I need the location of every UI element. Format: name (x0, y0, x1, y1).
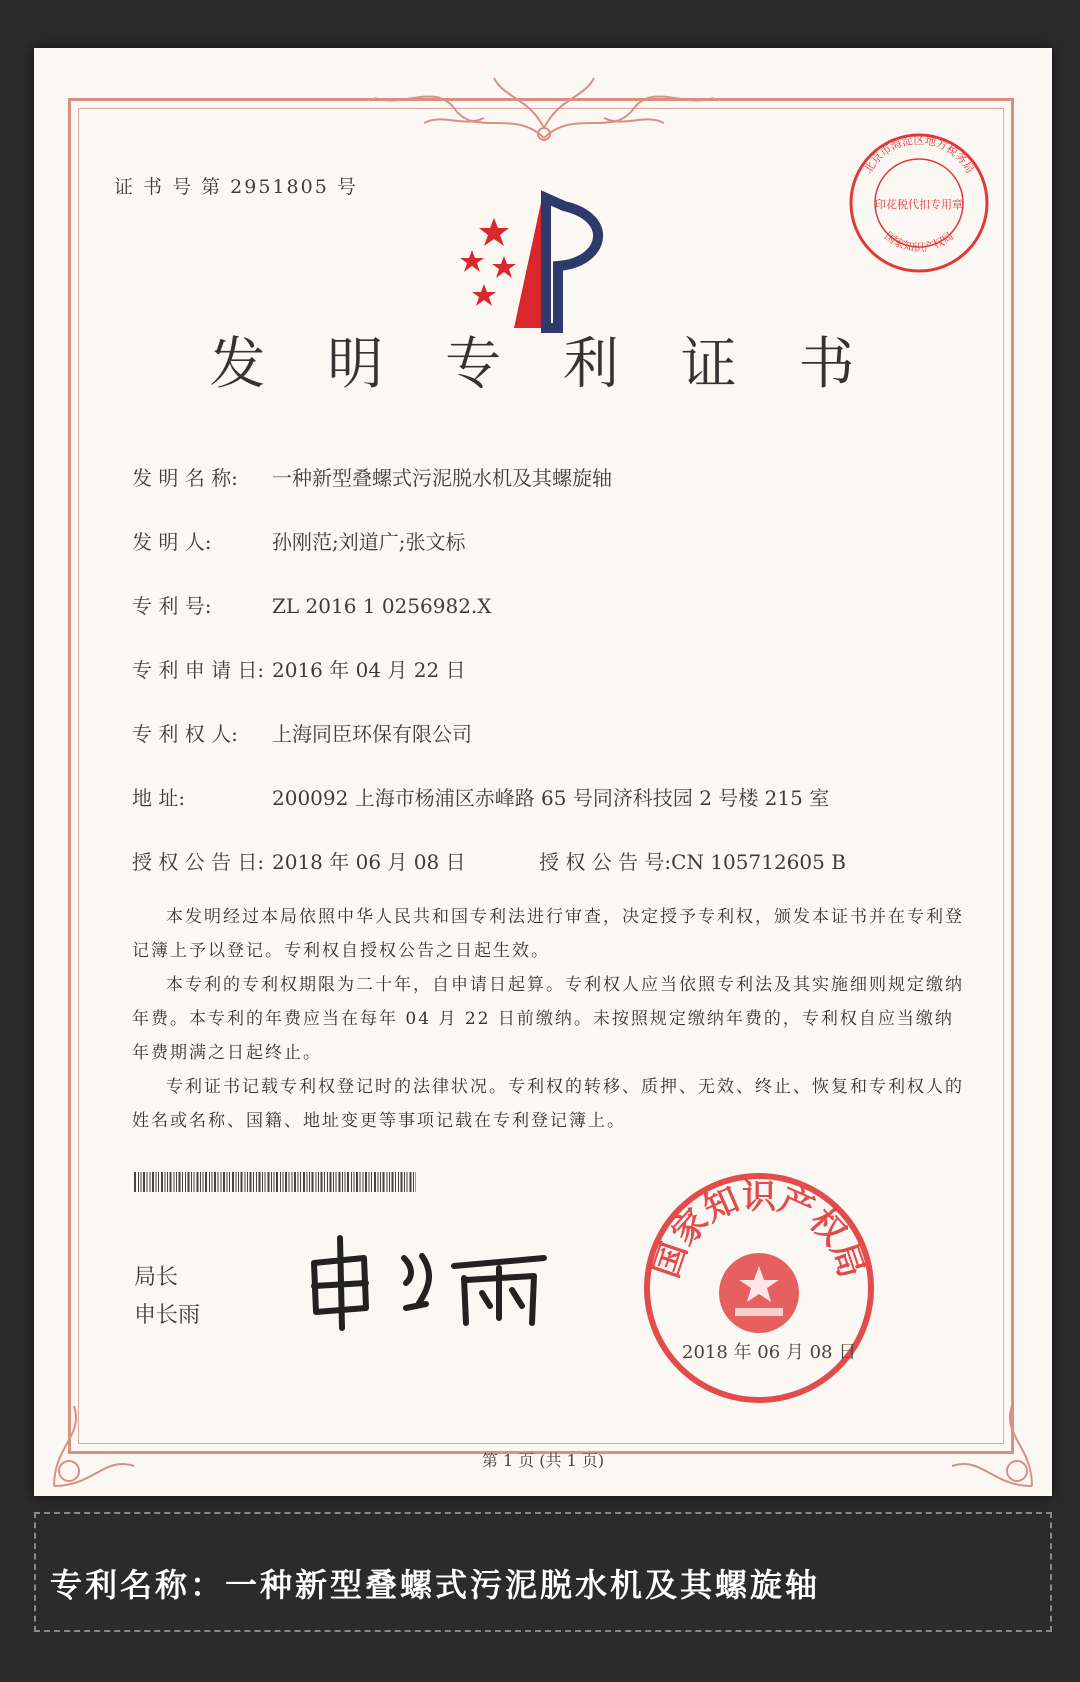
director-signature (294, 1228, 574, 1338)
patent-certificate (34, 48, 1052, 1496)
top-ornament (364, 68, 724, 148)
tax-bureau-seal (844, 128, 994, 278)
field-patent-number (132, 590, 492, 619)
bottom-right-ornament (932, 1376, 1052, 1496)
field-inventors (132, 526, 465, 555)
tax-seal-inner-text: 印花税代扣专用章 (875, 198, 963, 211)
seal-text: 国家知识产权局 (646, 1177, 872, 1283)
field-label: 专 利 申 请 日: (132, 658, 265, 682)
certificate-title: 发 明 专 利 证 书 (209, 332, 877, 397)
paragraph-2: 本专利的专利权期限为二十年，自申请日起算。专利权人应当依照专利法及其实施细则规定缴纳年费。本专利的年费应当在每年 04 月 22 日前缴纳。未按照规定缴纳年费的，专利权自应当缴纳年费期满之日起终止。 (132, 975, 964, 1063)
svg-text:北京市海淀区地方税务局 (862, 133, 977, 176)
field-label: 地 址: (132, 786, 186, 810)
field-value: CN 105712605 B (671, 850, 846, 874)
field-value: 一种新型叠螺式污泥脱水机及其螺旋轴 (272, 466, 612, 490)
field-announcement-number (539, 846, 846, 875)
patent-name-caption: 专利名称：一种新型叠螺式污泥脱水机及其螺旋轴 (50, 1566, 821, 1604)
field-label: 发 明 人: (132, 530, 212, 554)
bottom-left-ornament (34, 1376, 154, 1496)
field-value: 孙刚范;刘道广;张文标 (272, 530, 466, 554)
field-application-date (132, 654, 466, 683)
field-value: 200092 上海市杨浦区赤峰路 65 号同济科技园 2 号楼 215 室 (272, 786, 830, 810)
field-label: 专 利 号: (132, 594, 212, 618)
barcode-icon (134, 1172, 416, 1192)
national-ip-office-seal (639, 1168, 879, 1408)
field-address (132, 782, 829, 811)
certificate-number: 证 书 号 第 2951805 号 (114, 176, 358, 198)
tax-seal-bottom-text: 国家知识产权局 (882, 229, 956, 255)
field-value: ZL 2016 1 0256982.X (272, 594, 492, 618)
paragraph-1: 本发明经过本局依照中华人民共和国专利法进行审查，决定授予专利权，颁发本证书并在专利登记簿上予以登记。专利权自授权公告之日起生效。 (132, 907, 964, 961)
director-title: 局长 (134, 1265, 179, 1290)
field-patentee (132, 718, 472, 747)
field-label: 专 利 权 人: (132, 722, 238, 746)
field-label: 授 权 公 告 号: (539, 850, 672, 874)
field-value: 2016 年 04 月 22 日 (272, 658, 466, 682)
paragraph-3: 专利证书记载专利权登记时的法律状况。专利权的转移、质押、无效、终止、恢复和专利权人的姓名或名称、国籍、地址变更等事项记载在专利登记簿上。 (132, 1077, 964, 1131)
field-invention-name (132, 462, 612, 491)
field-label: 授 权 公 告 日: (132, 850, 265, 874)
field-label: 发 明 名 称: (132, 466, 238, 490)
field-grant-date (132, 846, 466, 875)
field-value: 上海同臣环保有限公司 (272, 722, 472, 746)
director-name: 申长雨 (134, 1303, 201, 1328)
tax-seal-text: 北京市海淀区地方税务局 (861, 133, 977, 176)
svg-text:国家知识产权局 (882, 229, 956, 254)
seal-date: 2018 年 06 月 08 日 (682, 1342, 857, 1363)
page-number: 第 1 页 (共 1 页) (481, 1451, 605, 1470)
field-value: 2018 年 06 月 08 日 (272, 850, 466, 874)
